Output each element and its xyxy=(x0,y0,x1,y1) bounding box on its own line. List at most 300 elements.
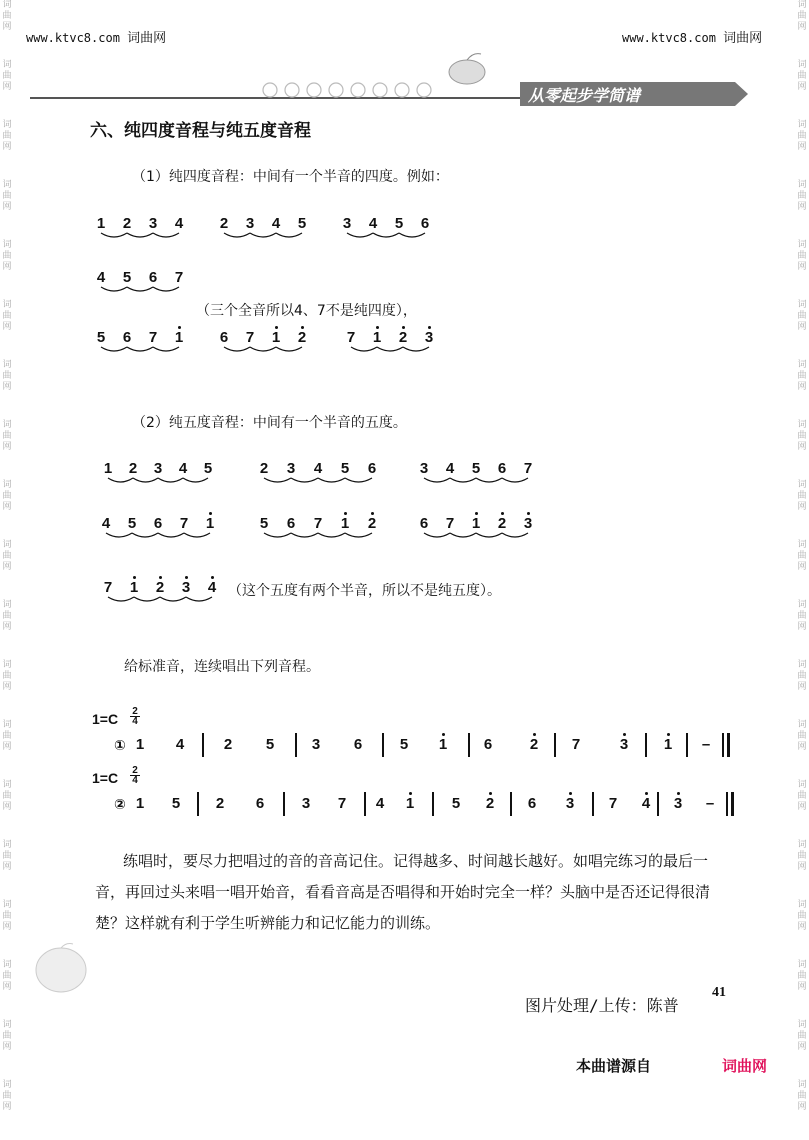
slur-arc xyxy=(424,478,450,482)
watermark-char: 网 xyxy=(2,142,12,152)
note: 1 xyxy=(340,515,350,532)
slur-arc xyxy=(291,533,318,537)
slur-arc xyxy=(250,233,276,237)
slur-arcs xyxy=(95,345,185,357)
note: – xyxy=(701,736,711,753)
watermark-char: 曲 xyxy=(797,71,807,81)
note: 1 xyxy=(205,515,215,532)
watermark-char: 曲 xyxy=(2,971,12,981)
bar-line xyxy=(554,733,556,757)
bar-line xyxy=(657,792,659,816)
banner-circles xyxy=(263,83,431,97)
note: 2 xyxy=(223,736,233,753)
slur-arc xyxy=(183,478,208,482)
slur-arc xyxy=(158,533,184,537)
watermark-char: 网 xyxy=(797,922,807,932)
header-url-right[interactable]: www.ktvc8.com 词曲网 xyxy=(622,31,763,46)
exercise-line-2 xyxy=(92,765,742,826)
note: 3 xyxy=(148,215,158,232)
apple-icon xyxy=(449,54,485,84)
watermark-char: 曲 xyxy=(797,671,807,681)
slur-arcs xyxy=(341,231,431,243)
note: 4 xyxy=(445,460,455,477)
watermark-char: 网 xyxy=(797,1102,807,1112)
slur-arc xyxy=(373,233,399,237)
watermark-char: 网 xyxy=(2,1042,12,1052)
watermark-char: 词 xyxy=(797,420,807,430)
slur-arc xyxy=(127,233,153,237)
watermark-char: 网 xyxy=(797,22,807,32)
watermark-char: 网 xyxy=(2,742,12,752)
bar-line xyxy=(722,733,724,757)
watermark-char: 词 xyxy=(797,720,807,730)
high-octave-dot xyxy=(677,792,680,795)
note: 2 xyxy=(128,460,138,477)
slur-arcs xyxy=(218,345,308,357)
note: 6 xyxy=(255,795,265,812)
note: 1 xyxy=(96,215,106,232)
slur-arc xyxy=(132,533,158,537)
slur-arcs xyxy=(218,231,308,243)
watermark-char: 词 xyxy=(797,960,807,970)
watermark-char: 网 xyxy=(797,322,807,332)
slur-arc xyxy=(160,597,186,601)
slur-arc xyxy=(345,478,372,482)
note: 7 xyxy=(148,329,158,346)
note: 2 xyxy=(367,515,377,532)
slur-arc xyxy=(133,478,158,482)
watermark-char: 网 xyxy=(2,862,12,872)
watermark-char: 词 xyxy=(797,300,807,310)
note: 7 xyxy=(608,795,618,812)
note: 3 xyxy=(523,515,533,532)
slur-arc xyxy=(186,597,212,601)
note: 1 xyxy=(405,795,415,812)
note: 3 xyxy=(419,460,429,477)
note: 3 xyxy=(301,795,311,812)
watermark-char: 曲 xyxy=(2,791,12,801)
bar-line xyxy=(592,792,594,816)
watermark-char: 词 xyxy=(2,840,12,850)
left-watermark-column xyxy=(0,0,14,1112)
watermark-char: 曲 xyxy=(797,431,807,441)
note: 4 xyxy=(174,215,184,232)
note: 4 xyxy=(313,460,323,477)
watermark-char: 曲 xyxy=(2,551,12,561)
note: 2 xyxy=(485,795,495,812)
watermark-char: 网 xyxy=(797,142,807,152)
watermark-char: 网 xyxy=(797,382,807,392)
watermark-char: 网 xyxy=(797,202,807,212)
slur-arc xyxy=(377,347,403,351)
watermark-char: 词 xyxy=(797,180,807,190)
slur-arc xyxy=(184,533,210,537)
note: 5 xyxy=(96,329,106,346)
part1-group3 xyxy=(341,216,431,244)
high-octave-dot xyxy=(527,512,530,515)
high-octave-dot xyxy=(623,733,626,736)
watermark-char: 词 xyxy=(2,180,12,190)
note: 2 xyxy=(497,515,507,532)
watermark-char: 曲 xyxy=(797,1091,807,1101)
high-octave-dot xyxy=(489,792,492,795)
watermark-char: 网 xyxy=(2,922,12,932)
note: 7 xyxy=(337,795,347,812)
watermark-char: 词 xyxy=(797,600,807,610)
watermark-char: 网 xyxy=(2,622,12,632)
note: 1 xyxy=(135,795,145,812)
part1-intro: （1）纯四度音程：中间有一个半音的四度。例如： xyxy=(132,169,449,185)
note: 5 xyxy=(127,515,137,532)
slur-arc xyxy=(127,287,153,291)
watermark-char: 曲 xyxy=(797,551,807,561)
high-octave-dot xyxy=(275,326,278,329)
note: 3 xyxy=(245,215,255,232)
slur-arcs xyxy=(102,476,214,488)
high-octave-dot xyxy=(211,576,214,579)
watermark-char: 词 xyxy=(797,480,807,490)
exercise-line-1 xyxy=(92,706,742,767)
watermark-char: 网 xyxy=(2,562,12,572)
part2-group6 xyxy=(418,516,534,544)
note: 6 xyxy=(367,460,377,477)
watermark-char: 网 xyxy=(2,442,12,452)
note: 1 xyxy=(271,329,281,346)
watermark-char: 网 xyxy=(797,262,807,272)
slur-arc xyxy=(250,347,276,351)
note: 7 xyxy=(103,579,113,596)
watermark-char: 词 xyxy=(797,540,807,550)
watermark-char: 词 xyxy=(2,360,12,370)
note: 3 xyxy=(311,736,321,753)
slur-arc xyxy=(345,533,372,537)
watermark-char: 网 xyxy=(2,322,12,332)
watermark-char: 曲 xyxy=(797,131,807,141)
slur-arcs xyxy=(418,476,534,488)
watermark-char: 词 xyxy=(797,840,807,850)
note: 7 xyxy=(523,460,533,477)
note: 3 xyxy=(673,795,683,812)
watermark-char: 网 xyxy=(2,982,12,992)
slur-arc xyxy=(153,233,179,237)
slur-arc xyxy=(351,347,377,351)
watermark-char: 网 xyxy=(2,1102,12,1112)
slur-arc xyxy=(153,287,179,291)
watermark-char: 词 xyxy=(2,0,12,10)
exercise-instruction: 给标准音，连续唱出下列音程。 xyxy=(124,659,320,675)
watermark-char: 曲 xyxy=(797,311,807,321)
note: 5 xyxy=(171,795,181,812)
watermark-char: 词 xyxy=(2,60,12,70)
note: 6 xyxy=(122,329,132,346)
note: 7 xyxy=(346,329,356,346)
watermark-char: 词 xyxy=(797,1080,807,1090)
part2-group7 xyxy=(102,580,218,608)
note: 4 xyxy=(368,215,378,232)
watermark-char: 曲 xyxy=(2,371,12,381)
slur-arc xyxy=(264,533,291,537)
bar-line xyxy=(686,733,688,757)
slur-arc xyxy=(106,533,132,537)
high-octave-dot xyxy=(428,326,431,329)
watermark-char: 词 xyxy=(2,780,12,790)
slur-arc xyxy=(403,347,429,351)
note: 2 xyxy=(398,329,408,346)
watermark-char: 词 xyxy=(797,900,807,910)
part2-group3 xyxy=(418,461,534,489)
banner-title: 从零起步学简谱 xyxy=(528,86,641,105)
practice-paragraph: 练唱时，要尽力把唱过的音的音高记住。记得越多、时间越长越好。如唱完练习的最后一音，再回过头来唱一唱开始音，看看音高是否唱得和开始时完全一样？头脑中是否还记得很清楚？这样就有利于学生听辨能力和记忆能力的训练。 xyxy=(95,852,711,932)
final-bar-line xyxy=(727,733,730,757)
bar-line xyxy=(382,733,384,757)
footer-source-text: 本曲谱源自 xyxy=(576,1057,652,1075)
note: 4 xyxy=(207,579,217,596)
note: 4 xyxy=(96,269,106,286)
high-octave-dot xyxy=(301,326,304,329)
watermark-char: 曲 xyxy=(2,851,12,861)
note: 4 xyxy=(641,795,651,812)
watermark-char: 网 xyxy=(797,682,807,692)
slur-arcs xyxy=(258,476,378,488)
note: 5 xyxy=(399,736,409,753)
watermark-char: 曲 xyxy=(797,1031,807,1041)
bar-line xyxy=(468,733,470,757)
slur-arc xyxy=(101,287,127,291)
slur-arc xyxy=(224,347,250,351)
high-octave-dot xyxy=(533,733,536,736)
slur-arc xyxy=(101,347,127,351)
slur-arc xyxy=(276,347,302,351)
note: 6 xyxy=(153,515,163,532)
watermark-char: 曲 xyxy=(797,251,807,261)
watermark-char: 网 xyxy=(2,382,12,392)
high-octave-dot xyxy=(409,792,412,795)
slur-arcs xyxy=(100,531,216,543)
watermark-char: 词 xyxy=(2,480,12,490)
note: 4 xyxy=(175,736,185,753)
slur-arc xyxy=(347,233,373,237)
part1-group1 xyxy=(95,216,185,244)
watermark-char: 网 xyxy=(2,262,12,272)
slur-arc xyxy=(134,597,160,601)
slur-arc xyxy=(276,233,302,237)
slur-arc xyxy=(476,478,502,482)
watermark-char: 曲 xyxy=(2,1091,12,1101)
watermark-char: 词 xyxy=(2,1080,12,1090)
bar-line xyxy=(726,792,728,816)
watermark-char: 词 xyxy=(797,780,807,790)
slur-arc xyxy=(291,478,318,482)
watermark-char: 曲 xyxy=(797,851,807,861)
slur-arcs xyxy=(258,531,378,543)
note: 7 xyxy=(313,515,323,532)
watermark-char: 曲 xyxy=(797,11,807,21)
watermark-char: 曲 xyxy=(797,491,807,501)
note: 4 xyxy=(375,795,385,812)
note: 6 xyxy=(527,795,537,812)
watermark-char: 曲 xyxy=(797,971,807,981)
watermark-char: 网 xyxy=(797,82,807,92)
watermark-char: 词 xyxy=(797,660,807,670)
watermark-char: 曲 xyxy=(2,311,12,321)
note: 7 xyxy=(245,329,255,346)
bar-line xyxy=(202,733,204,757)
watermark-char: 曲 xyxy=(2,611,12,621)
slur-arc xyxy=(502,478,528,482)
note: 1 xyxy=(135,736,145,753)
note: 6 xyxy=(483,736,493,753)
note: 3 xyxy=(181,579,191,596)
note: 5 xyxy=(259,515,269,532)
bar-line xyxy=(283,792,285,816)
watermark-char: 网 xyxy=(797,502,807,512)
part2-group7-note: （这个五度有两个半音，所以不是纯五度）。 xyxy=(228,583,501,599)
note: 5 xyxy=(265,736,275,753)
note: 2 xyxy=(219,215,229,232)
watermark-char: 词 xyxy=(2,900,12,910)
key-signature: 1=C xyxy=(92,770,119,786)
watermark-char: 词 xyxy=(2,600,12,610)
note: 1 xyxy=(103,460,113,477)
watermark-char: 网 xyxy=(797,562,807,572)
watermark-char: 曲 xyxy=(2,731,12,741)
high-octave-dot xyxy=(371,512,374,515)
part1-group4 xyxy=(95,270,185,298)
note: 1 xyxy=(372,329,382,346)
slur-arc xyxy=(502,533,528,537)
note: 3 xyxy=(153,460,163,477)
watermark-char: 网 xyxy=(2,202,12,212)
high-octave-dot xyxy=(344,512,347,515)
watermark-char: 曲 xyxy=(797,611,807,621)
part2-intro: （2）纯五度音程：中间有一个半音的五度。 xyxy=(132,415,407,431)
slur-arc xyxy=(153,347,179,351)
watermark-char: 网 xyxy=(797,982,807,992)
watermark-char: 词 xyxy=(797,0,807,10)
note: 5 xyxy=(297,215,307,232)
note: 2 xyxy=(297,329,307,346)
note: 2 xyxy=(122,215,132,232)
high-octave-dot xyxy=(178,326,181,329)
note: 1 xyxy=(471,515,481,532)
note: 4 xyxy=(101,515,111,532)
watermark-char: 曲 xyxy=(797,371,807,381)
time-signature: $\frac{2}{4}$ xyxy=(130,766,140,785)
high-octave-dot xyxy=(667,733,670,736)
slur-arc xyxy=(424,533,450,537)
part1-group5 xyxy=(95,330,185,358)
section-title: 六、纯四度音程与纯五度音程 xyxy=(90,121,311,141)
watermark-char: 网 xyxy=(797,862,807,872)
note: 3 xyxy=(342,215,352,232)
part1-group7 xyxy=(345,330,435,358)
note: 7 xyxy=(571,736,581,753)
note: 5 xyxy=(340,460,350,477)
watermark-char: 曲 xyxy=(2,1031,12,1041)
watermark-char: 词 xyxy=(797,120,807,130)
watermark-char: 词 xyxy=(2,120,12,130)
watermark-char: 曲 xyxy=(2,11,12,21)
part1-group6 xyxy=(218,330,308,358)
upload-credit: 图片处理/上传：陈普 xyxy=(525,996,679,1015)
watermark-char: 词 xyxy=(797,240,807,250)
watermark-char: 网 xyxy=(2,682,12,692)
slur-arc xyxy=(450,478,476,482)
watermark-char: 词 xyxy=(2,420,12,430)
watermark-char: 词 xyxy=(2,240,12,250)
note: 3 xyxy=(619,736,629,753)
watermark-char: 曲 xyxy=(2,131,12,141)
note: 1 xyxy=(438,736,448,753)
slur-arc xyxy=(264,478,291,482)
note: 7 xyxy=(179,515,189,532)
part1-group2 xyxy=(218,216,308,244)
note: 5 xyxy=(203,460,213,477)
high-octave-dot xyxy=(569,792,572,795)
note: 4 xyxy=(178,460,188,477)
slur-arc xyxy=(450,533,476,537)
watermark-char: 曲 xyxy=(2,71,12,81)
note: 2 xyxy=(215,795,225,812)
note: 6 xyxy=(497,460,507,477)
watermark-char: 曲 xyxy=(2,671,12,681)
page-number: 41 xyxy=(712,985,726,1000)
apple-watermark-icon xyxy=(32,940,90,996)
book-banner xyxy=(30,72,750,112)
note: 6 xyxy=(286,515,296,532)
slur-arc xyxy=(318,533,345,537)
watermark-char: 曲 xyxy=(2,191,12,201)
watermark-char: 曲 xyxy=(2,491,12,501)
note: 5 xyxy=(471,460,481,477)
watermark-char: 网 xyxy=(797,1042,807,1052)
note: 6 xyxy=(219,329,229,346)
high-octave-dot xyxy=(209,512,212,515)
watermark-char: 词 xyxy=(2,720,12,730)
right-watermark-column xyxy=(795,0,809,1112)
watermark-char: 词 xyxy=(2,960,12,970)
part2-group2 xyxy=(258,461,378,489)
slur-arc xyxy=(224,233,250,237)
part2-group4 xyxy=(100,516,216,544)
note: 7 xyxy=(174,269,184,286)
bar-line xyxy=(645,733,647,757)
time-signature: $\frac{2}{4}$ xyxy=(130,707,140,726)
high-octave-dot xyxy=(402,326,405,329)
slur-arcs xyxy=(345,345,435,357)
part1-group4-note: （三个全音所以4、7不是纯四度）， xyxy=(196,303,417,319)
watermark-char: 词 xyxy=(797,360,807,370)
bar-line xyxy=(364,792,366,816)
slur-arc xyxy=(399,233,425,237)
footer-brand-link[interactable]: 词曲网 xyxy=(722,1057,768,1075)
note: 5 xyxy=(394,215,404,232)
bar-line xyxy=(295,733,297,757)
note: 1 xyxy=(663,736,673,753)
watermark-char: 网 xyxy=(797,442,807,452)
note: 3 xyxy=(286,460,296,477)
watermark-char: 曲 xyxy=(2,251,12,261)
slur-arc xyxy=(101,233,127,237)
note: 1 xyxy=(174,329,184,346)
watermark-char: 曲 xyxy=(2,911,12,921)
note: 2 xyxy=(529,736,539,753)
watermark-char: 词 xyxy=(797,1020,807,1030)
high-octave-dot xyxy=(133,576,136,579)
watermark-char: 曲 xyxy=(797,911,807,921)
header-url-left[interactable]: www.ktvc8.com 词曲网 xyxy=(26,31,167,46)
slur-arcs xyxy=(95,231,185,243)
